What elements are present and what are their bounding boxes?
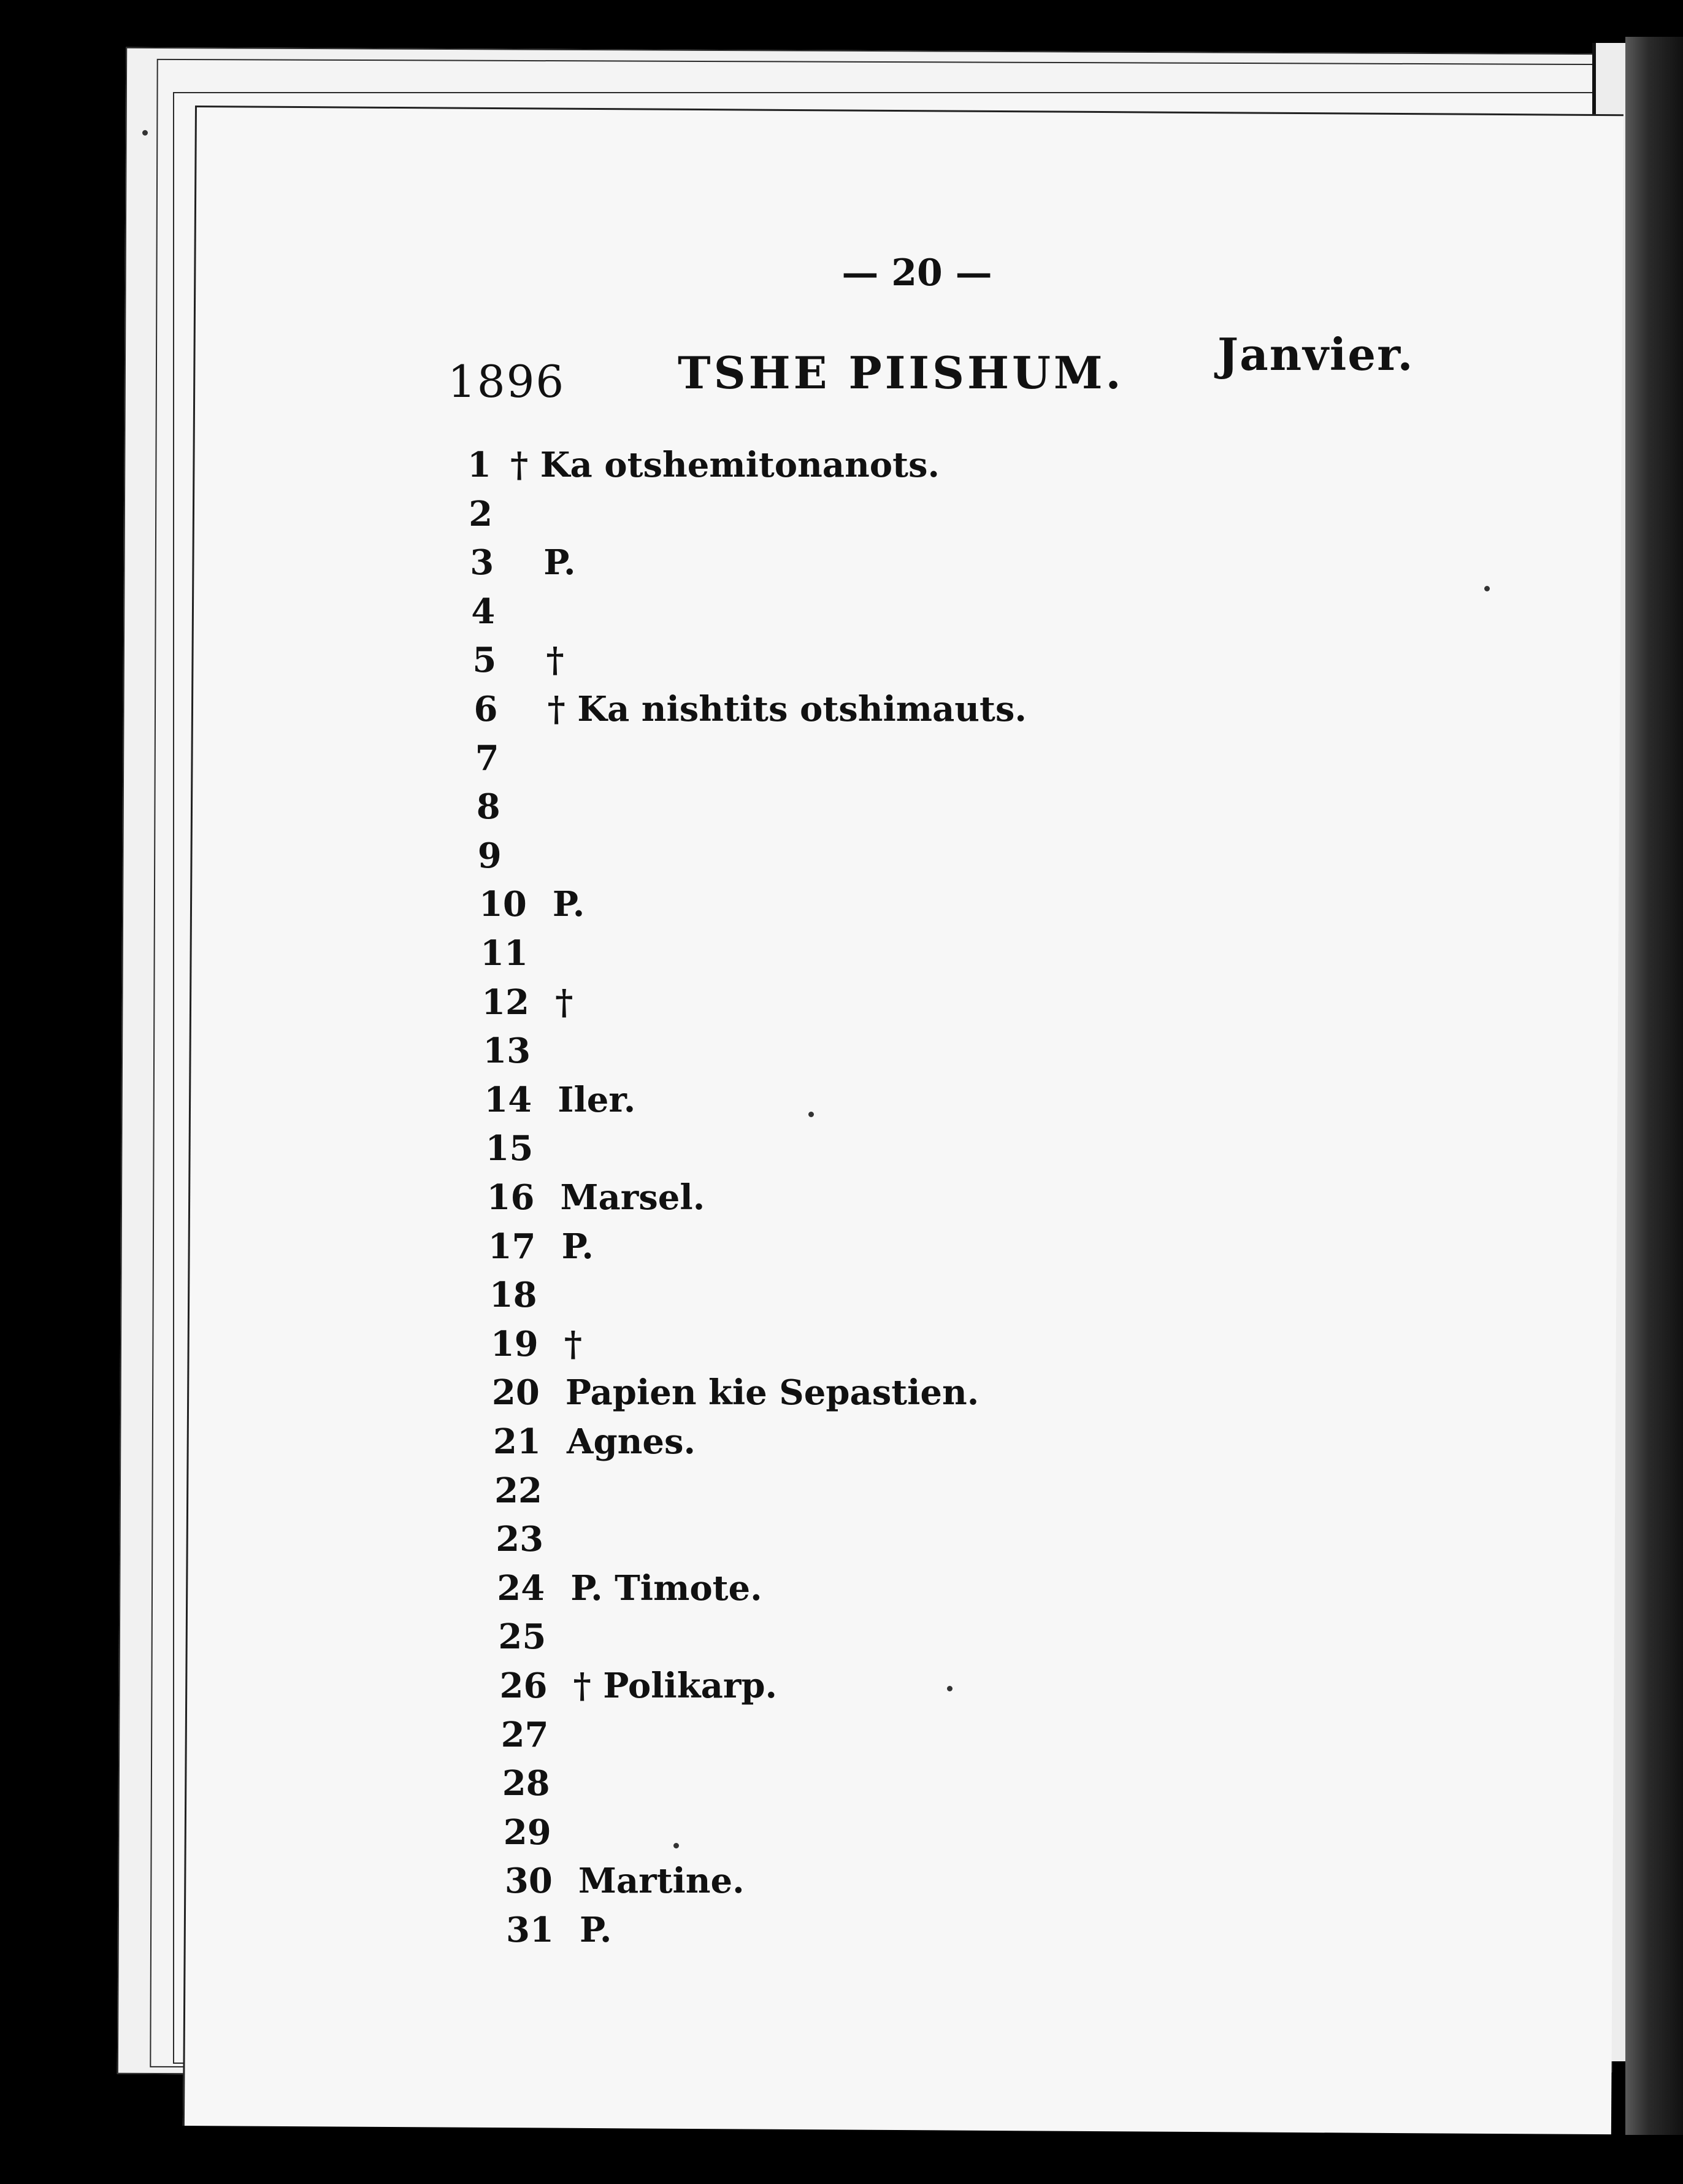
day-row: [487, 1177, 705, 1218]
day-entry: †: [564, 1323, 583, 1364]
day-row: [496, 1519, 569, 1559]
day-row: [467, 445, 940, 485]
speck: [808, 1112, 814, 1117]
day-entry: † Ka nishtits otshimauts.: [547, 689, 1027, 729]
day-entry: †: [555, 982, 573, 1023]
day-number: 19: [490, 1323, 539, 1364]
calendar-page: [183, 106, 1624, 2134]
day-number: 20: [491, 1372, 540, 1413]
day-entry: Iler.: [558, 1079, 636, 1120]
day-row: [469, 494, 542, 534]
day-row: [500, 1666, 778, 1706]
day-entry: P.: [543, 542, 576, 583]
page-number: — 20 —: [842, 252, 992, 294]
day-row: [483, 1031, 556, 1071]
day-row: [484, 1080, 635, 1120]
day-entry: †: [546, 640, 564, 681]
header-month: Janvier.: [1217, 328, 1414, 380]
day-number: 18: [489, 1275, 537, 1316]
day-row: [505, 1861, 745, 1901]
speck: [142, 130, 148, 136]
day-number: 25: [498, 1617, 546, 1658]
day-number: 2: [469, 493, 493, 534]
day-row: [498, 1617, 572, 1657]
day-row: [491, 1324, 582, 1364]
day-row: [477, 786, 550, 827]
day-number: 6: [473, 689, 498, 729]
day-number: 24: [497, 1567, 545, 1609]
day-number: 27: [500, 1714, 549, 1755]
day-number: 22: [494, 1470, 543, 1511]
day-number: 14: [484, 1079, 532, 1120]
day-entry: † Polikarp.: [573, 1666, 778, 1706]
day-number: 17: [488, 1226, 536, 1267]
book-gutter: [1625, 37, 1683, 2135]
day-number: 15: [485, 1128, 534, 1169]
day-number: 26: [499, 1666, 548, 1706]
day-row: [492, 1372, 979, 1413]
day-number: 13: [483, 1031, 531, 1072]
day-row: [479, 884, 585, 925]
day-entry: Agnes.: [567, 1421, 696, 1462]
day-row: [470, 542, 575, 583]
day-number: 5: [472, 640, 497, 681]
day-row: [472, 640, 564, 680]
day-entry: Papien kie Sepastien.: [565, 1372, 980, 1413]
header-year: 1896: [448, 356, 565, 407]
day-number: 11: [480, 933, 528, 974]
day-number: 21: [493, 1421, 541, 1462]
day-entry: P.: [552, 884, 585, 925]
day-number: 10: [478, 884, 527, 925]
day-number: 1: [467, 445, 491, 485]
day-row: [480, 933, 554, 974]
header-title: TSHE PIISHUM.: [678, 347, 1124, 399]
day-row: [471, 591, 545, 632]
day-number: 29: [503, 1812, 551, 1853]
day-row: [506, 1910, 611, 1950]
day-row: [488, 1226, 594, 1267]
speck: [673, 1843, 679, 1848]
day-number: 31: [506, 1910, 554, 1950]
day-row: [489, 1275, 563, 1315]
day-entry: P.: [561, 1226, 594, 1267]
day-entry: Martine.: [578, 1861, 745, 1902]
day-row: [485, 1128, 559, 1169]
day-row: [497, 1568, 762, 1609]
day-number: 4: [471, 591, 496, 632]
day-row: [502, 1763, 576, 1804]
day-entry: P.: [580, 1910, 612, 1950]
day-number: 16: [486, 1177, 535, 1218]
day-row: [501, 1715, 575, 1755]
day-number: 9: [477, 835, 502, 876]
day-number: 3: [470, 542, 494, 583]
day-row: [494, 1471, 568, 1511]
day-row: [504, 1812, 577, 1853]
day-number: 8: [476, 786, 500, 828]
day-row: [478, 836, 551, 876]
speck: [1484, 586, 1490, 591]
day-row: [474, 689, 1027, 729]
day-number: 7: [475, 737, 499, 779]
day-number: 12: [481, 982, 530, 1023]
day-row: [475, 738, 549, 779]
day-entry: † Ka otshemitonanots.: [510, 445, 940, 485]
day-number: 28: [502, 1763, 550, 1804]
day-number: 23: [496, 1519, 544, 1560]
day-entry: P. Timote.: [570, 1567, 762, 1609]
day-entry: Marsel.: [560, 1177, 705, 1218]
day-row: [493, 1421, 696, 1462]
day-number: 30: [504, 1861, 553, 1902]
day-row: [481, 982, 573, 1023]
speck: [947, 1686, 953, 1691]
